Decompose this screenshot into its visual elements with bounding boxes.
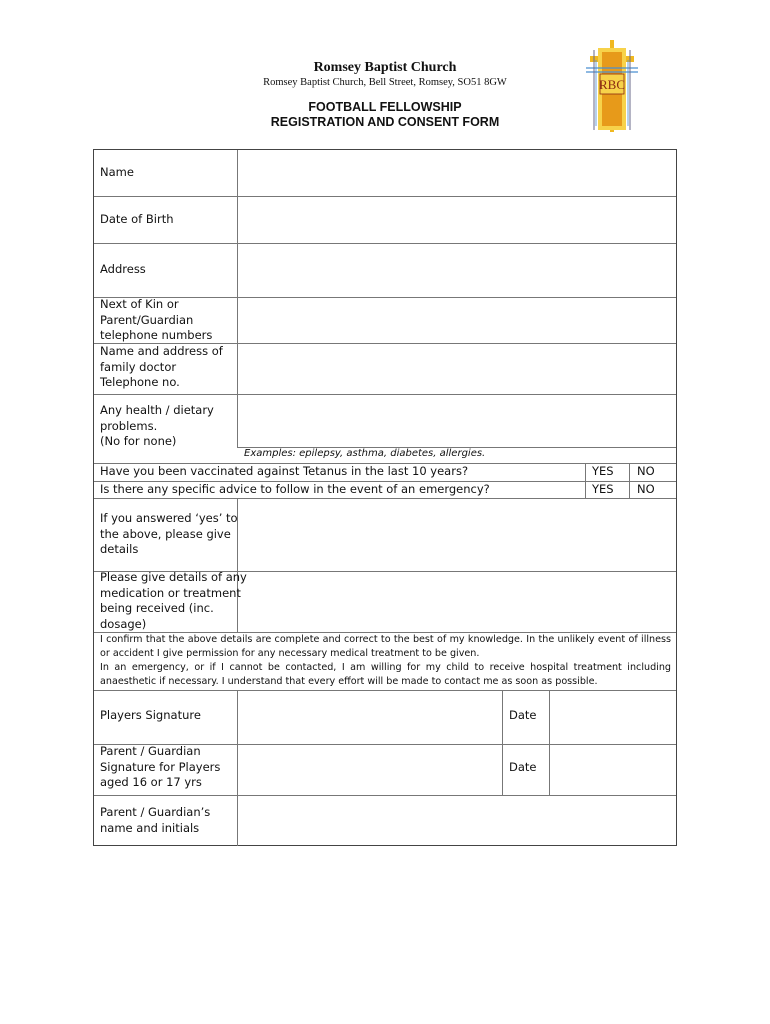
next-of-kin-label: Next of Kin or Parent/Guardian telephone numbers <box>100 297 213 342</box>
advice-yes-option[interactable]: YES <box>592 482 614 496</box>
advice-question: Is there any specific advice to follow in the event of an emergency? <box>100 482 490 496</box>
doctor-label: Name and address of family doctor Telephone no. <box>100 344 223 389</box>
form-title <box>180 100 590 130</box>
medication-answer-cell[interactable] <box>238 572 676 632</box>
parent-signature-cell[interactable] <box>238 745 502 795</box>
address-label: Address <box>100 262 146 276</box>
consent-paragraph-2: In an emergency, or if I cannot be contacted, I am willing for my child to receive hospital treatment including anaesthetic if necessary. I understand that every effort will be made to contact me as soon as possible. <box>100 662 671 687</box>
registration-form <box>93 149 677 846</box>
dob-label: Date of Birth <box>100 212 174 226</box>
tetanus-question: Have you been vaccinated against Tetanus in the last 10 years? <box>100 464 469 478</box>
parent-name-cell[interactable] <box>238 796 676 846</box>
tetanus-no-option[interactable]: NO <box>637 464 655 478</box>
if-yes-answer-cell[interactable] <box>238 499 676 571</box>
parent-date-cell[interactable] <box>550 745 676 795</box>
tetanus-yes-option[interactable]: YES <box>592 464 614 478</box>
player-date-label: Date <box>509 708 537 722</box>
form-title-line1: FOOTBALL FELLOWSHIP <box>308 100 462 114</box>
name-label: Name <box>100 165 134 179</box>
church-name: Romsey Baptist Church <box>313 60 457 75</box>
health-label: Any health / dietary problems. (No for none) <box>100 403 214 448</box>
health-answer-cell[interactable] <box>238 395 676 447</box>
if-yes-label: If you answered ‘yes’ to the above, please give details <box>100 511 238 556</box>
advice-no-option[interactable]: NO <box>637 482 655 496</box>
parent-date-label: Date <box>509 760 537 774</box>
medication-label: Please give details of any medication or treatment being received (inc. dosage) <box>100 570 247 631</box>
player-date-cell[interactable] <box>550 691 676 744</box>
player-signature-cell[interactable] <box>238 691 502 744</box>
parent-name-label: Parent / Guardian’s name and initials <box>100 805 211 835</box>
health-examples: Examples: epilepsy, asthma, diabetes, allergies. <box>244 448 486 459</box>
parent-signature-label: Parent / Guardian Signature for Players aged 16 or 17 yrs <box>100 744 221 789</box>
church-address: Romsey Baptist Church, Bell Street, Romsey, SO51 8GW <box>263 77 507 88</box>
logo-text: RBC <box>598 77 626 92</box>
consent-paragraph-1: I confirm that the above details are complete and correct to the best of my knowledge. In the unlikely event of illness or accident I give permission for any necessary medical treatment to be given. <box>100 634 671 659</box>
address-answer-cell[interactable] <box>238 244 676 297</box>
form-title-line2: REGISTRATION AND CONSENT FORM <box>270 115 500 129</box>
dob-answer-cell[interactable] <box>238 197 676 243</box>
next-of-kin-answer-cell[interactable] <box>238 298 676 343</box>
church-logo <box>584 40 640 132</box>
player-signature-label: Players Signature <box>100 708 201 722</box>
doctor-answer-cell[interactable] <box>238 344 676 394</box>
name-answer-cell[interactable] <box>238 150 676 196</box>
